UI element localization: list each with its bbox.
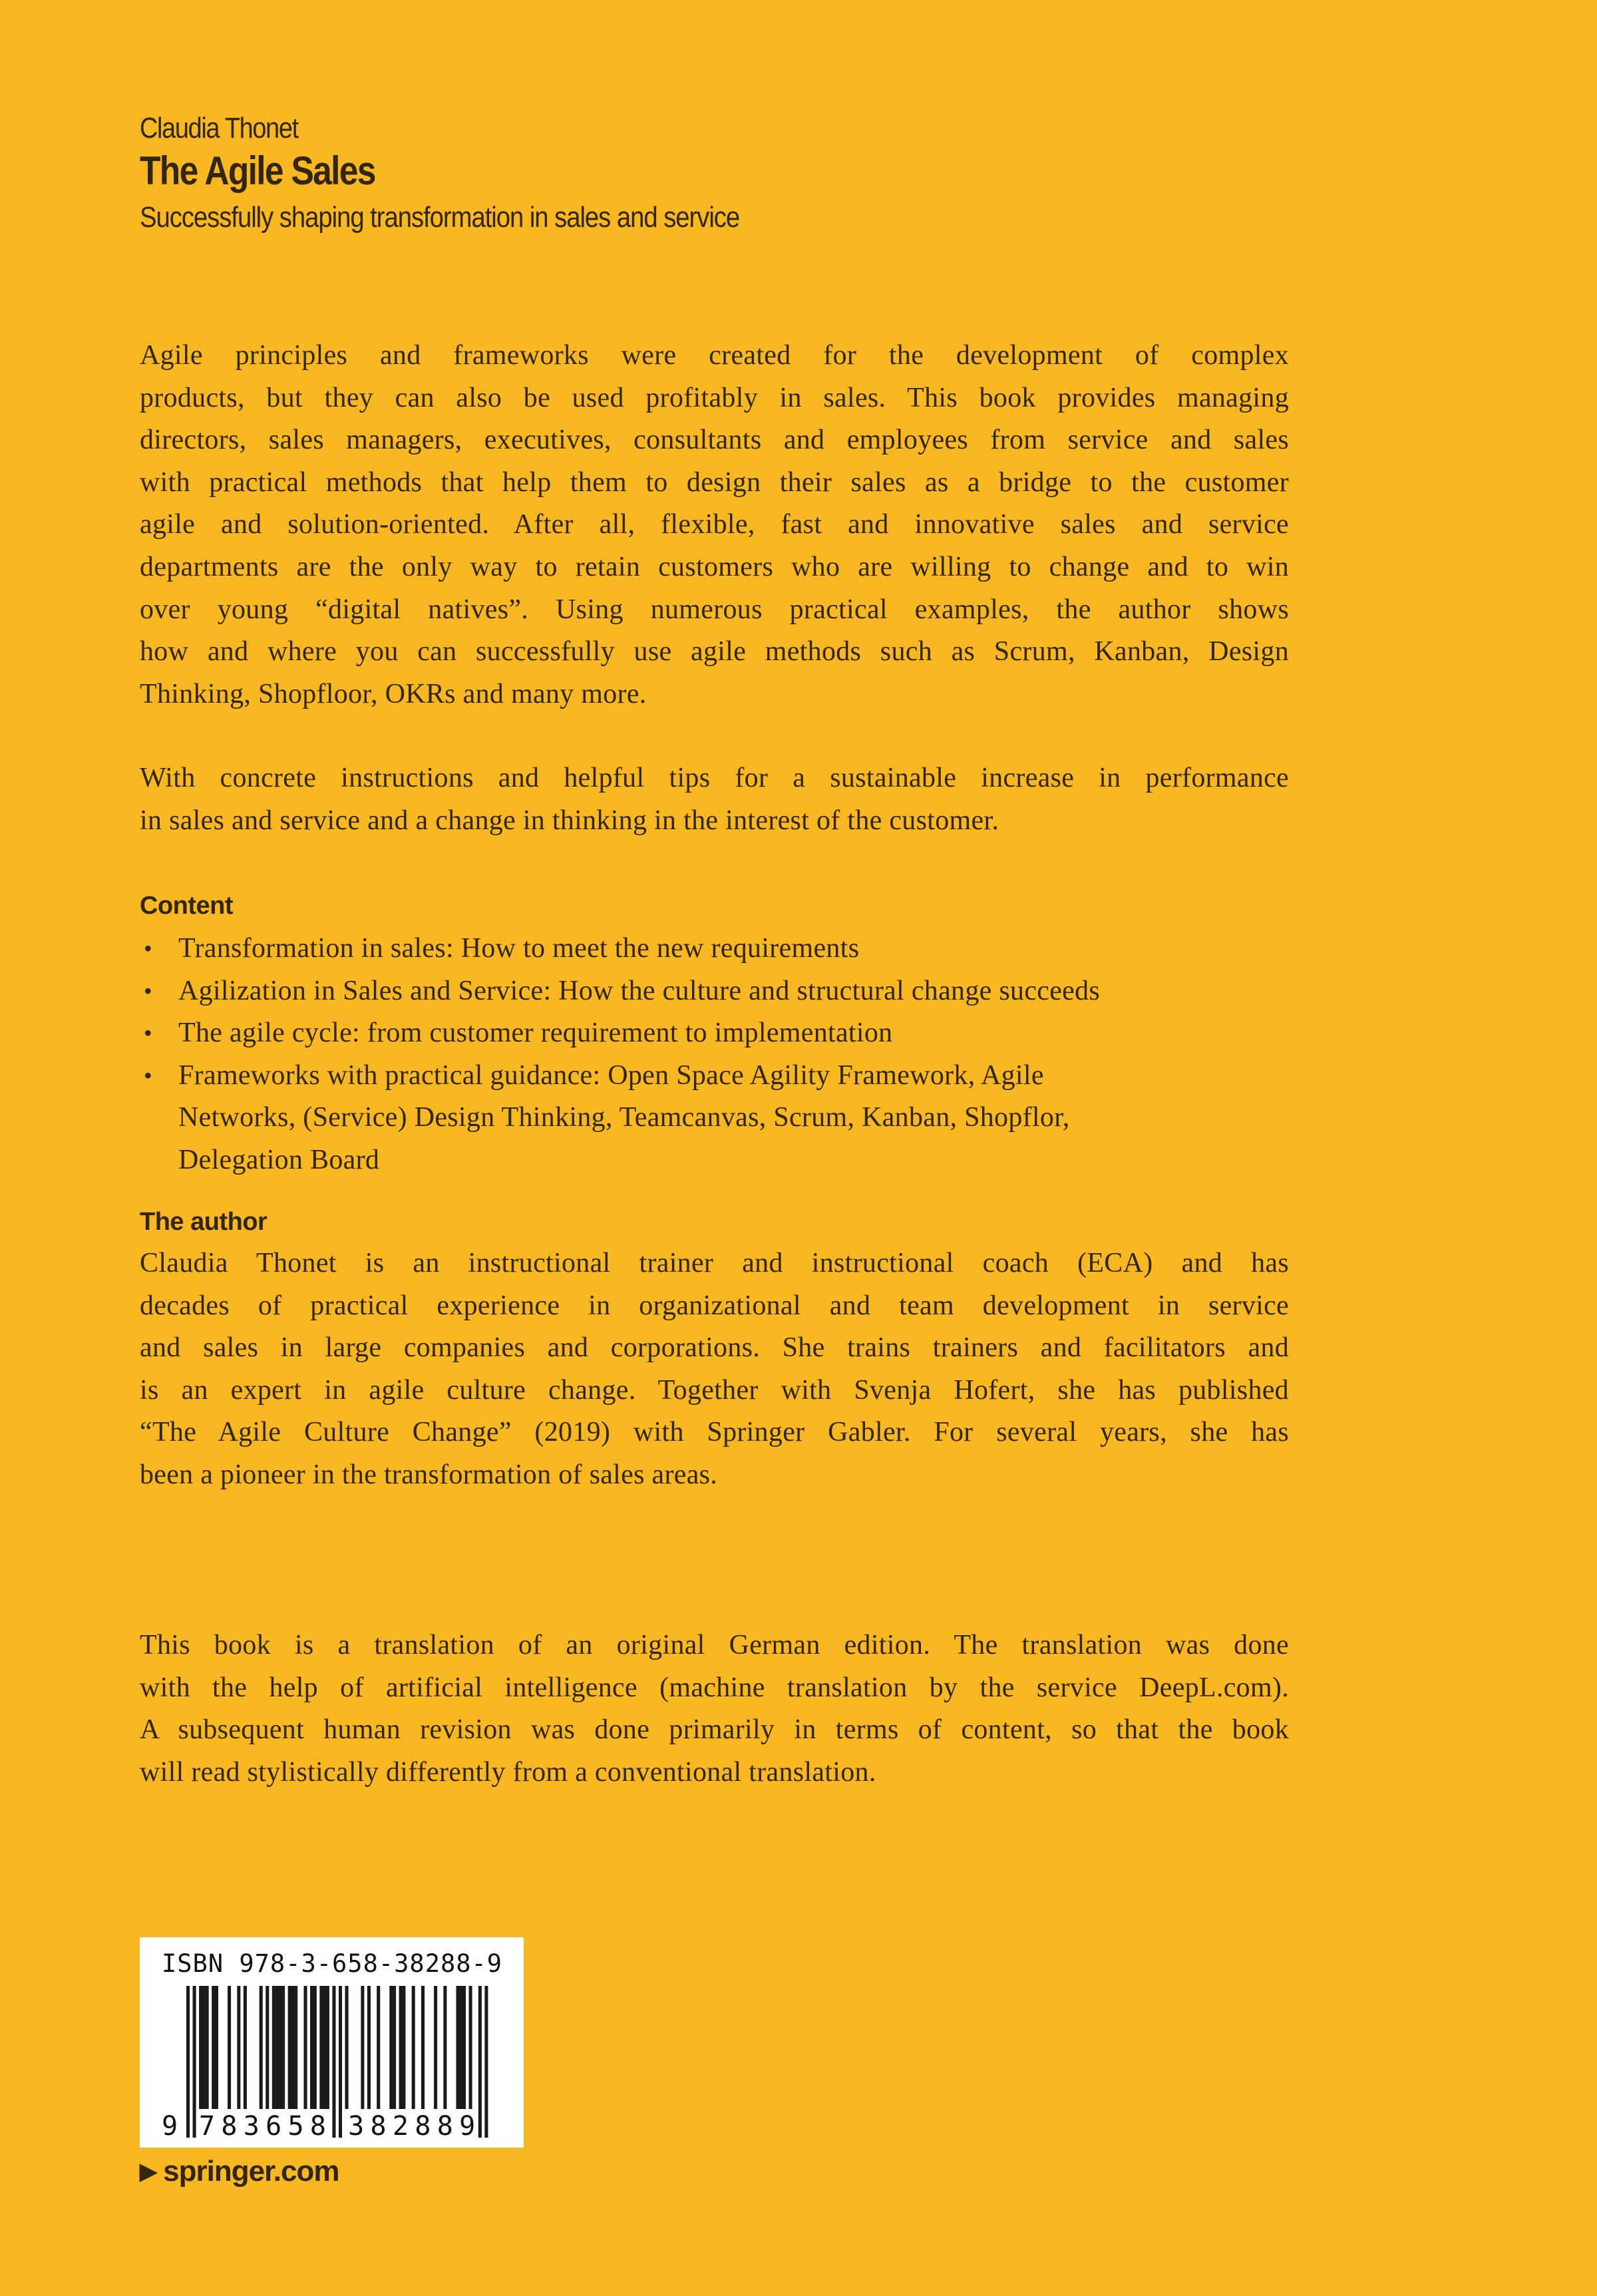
barcode-bar xyxy=(393,1986,396,2109)
list-item-line: Transformation in sales: How to meet the new requirements xyxy=(178,933,860,964)
content-list-item xyxy=(140,928,1289,970)
barcode-digit: 8 xyxy=(221,2111,238,2142)
barcode-bar xyxy=(389,1986,393,2109)
barcode-bar xyxy=(206,1986,209,2109)
barcode-bar xyxy=(339,1986,342,2138)
barcode-bar xyxy=(402,1986,405,2109)
bullet-icon: • xyxy=(144,935,152,962)
text-line: Claudia Thonet is an instructional trainer and instructional coach (ECA) and has xyxy=(140,1248,1289,1278)
text-line: with the help of artificial intelligence (machine translation by the service DeepL.com). xyxy=(140,1672,1289,1703)
barcode-bar xyxy=(345,1986,349,2109)
barcode-bar xyxy=(228,1986,231,2109)
text-line: Agile principles and frameworks were created for the development of complex xyxy=(140,340,1289,371)
text-line: products, but they can also be used profitably in sales. This book provides managing xyxy=(140,382,1289,413)
barcode-bar xyxy=(212,1986,215,2109)
author-heading: The author xyxy=(140,1208,267,1236)
list-item-line: The agile cycle: from customer requirement to implementation xyxy=(178,1018,893,1049)
barcode-bar xyxy=(260,1986,263,2109)
text-line: how and where you can successfully use agile methods such as Scrum, Kanban, Design xyxy=(140,636,1289,668)
text-line: with practical methods that help them to design their sales as a bridge to the customer xyxy=(140,467,1289,498)
barcode-bar xyxy=(278,1986,281,2109)
barcode-digit: 9 xyxy=(161,2111,178,2142)
right-triangle-icon: ▶ xyxy=(140,2159,157,2184)
bullet-icon: • xyxy=(144,977,152,1004)
text-line: and sales in large companies and corporations. She trains trainers and facilitators and xyxy=(140,1332,1289,1364)
list-item-line: Delegation Board xyxy=(178,1144,380,1175)
barcode-bar xyxy=(462,1986,466,2109)
text-line: departments are the only way to retain customers who are willing to change and to win xyxy=(140,551,1289,582)
isbn-barcode xyxy=(140,1937,524,2148)
barcode-digit: 5 xyxy=(287,2111,304,2142)
barcode-bar xyxy=(272,1986,275,2109)
barcode-digit: 8 xyxy=(370,2111,387,2142)
barcode-bar xyxy=(310,1986,313,2109)
barcode-bar xyxy=(459,1986,462,2109)
text-line: “The Agile Culture Change” (2019) with Springer Gabler. For several years, she has xyxy=(140,1417,1289,1448)
text-line: is an expert in agile culture change. Together with Svenja Hofert, she has published xyxy=(140,1374,1289,1406)
content-heading: Content xyxy=(140,892,234,920)
bullet-icon: • xyxy=(144,1020,152,1047)
barcode-bar xyxy=(412,1986,415,2109)
barcode-bar xyxy=(323,1986,326,2109)
author-name: Claudia Thonet xyxy=(140,112,298,144)
barcode-digit: 8 xyxy=(309,2111,327,2142)
springer-link-text[interactable]: springer.com xyxy=(163,2155,339,2188)
barcode-bar xyxy=(478,1986,482,2138)
book-subtitle: Successfully shaping transformation in sales and service xyxy=(140,201,740,234)
text-line: over young “digital natives”. Using numerous practical examples, the author shows xyxy=(140,594,1289,625)
barcode-bar xyxy=(199,1986,202,2109)
barcode-bar xyxy=(469,1986,472,2109)
barcode-bar xyxy=(484,1986,488,2138)
barcode-digit: 3 xyxy=(243,2111,260,2142)
text-line: in sales and service and a change in thinking in the interest of the customer. xyxy=(140,805,999,836)
book-title: The Agile Sales xyxy=(140,148,375,193)
barcode-bar xyxy=(215,1986,218,2109)
barcode-bar xyxy=(326,1986,329,2109)
barcode-bar xyxy=(275,1986,279,2109)
text-line: been a pioneer in the transformation of sales areas. xyxy=(140,1459,718,1490)
barcode-bar xyxy=(294,1986,297,2109)
barcode-bar xyxy=(237,1986,240,2109)
barcode-bar xyxy=(266,1986,269,2109)
barcode-digit: 7 xyxy=(198,2111,216,2142)
barcode-bar xyxy=(288,1986,291,2109)
text-line: directors, sales managers, executives, consultants and employees from service and sales xyxy=(140,425,1289,456)
description-paragraph-2 xyxy=(140,757,1289,842)
barcode-digit: 6 xyxy=(266,2111,282,2142)
barcode-bar xyxy=(319,1986,323,2109)
barcode-bar xyxy=(456,1986,459,2109)
barcode-bar xyxy=(421,1986,425,2109)
barcode-bar xyxy=(377,1986,380,2109)
text-line: With concrete instructions and helpful tips for a sustainable increase in performance xyxy=(140,763,1289,793)
text-line: A subsequent human revision was done primarily in terms of content, so that the book xyxy=(140,1714,1289,1746)
barcode-bar xyxy=(186,1986,190,2138)
barcode-bar xyxy=(443,1986,446,2109)
translation-note xyxy=(140,1625,1289,1794)
barcode-digit: 9 xyxy=(459,2111,476,2142)
list-item-line: Agilization in Sales and Service: How the culture and structural change succeeds xyxy=(178,975,1101,1006)
barcode-digit: 8 xyxy=(415,2111,431,2142)
barcode-bar xyxy=(193,1986,196,2138)
list-item-line: Networks, (Service) Design Thinking, Teamcanvas, Scrum, Kanban, Shopflor, xyxy=(178,1102,1070,1133)
description-paragraph-1 xyxy=(140,335,1289,715)
barcode-bar xyxy=(332,1986,335,2138)
barcode-bar xyxy=(202,1986,206,2109)
bullet-icon: • xyxy=(144,1061,152,1089)
barcode-bar xyxy=(303,1986,307,2109)
content-list-item xyxy=(140,1055,1289,1182)
barcode-bar xyxy=(244,1986,247,2109)
springer-link[interactable] xyxy=(140,2155,339,2188)
content-list-item xyxy=(140,1012,1289,1055)
barcode-digit: 3 xyxy=(348,2111,365,2142)
barcode-bar xyxy=(281,1986,285,2109)
text-line: will read stylistically differently from a conventional translation. xyxy=(140,1756,876,1788)
barcode-bar xyxy=(367,1986,371,2109)
text-line: Thinking, Shopfloor, OKRs and many more. xyxy=(140,678,647,709)
content-list-item xyxy=(140,970,1289,1013)
barcode-bar xyxy=(361,1986,364,2109)
barcode-bar xyxy=(291,1986,294,2109)
barcode-digit: 2 xyxy=(392,2111,409,2142)
text-line: decades of practical experience in organizational and team development in service xyxy=(140,1290,1289,1321)
isbn-label: ISBN 978-3-658-38288-9 xyxy=(162,1949,503,1978)
barcode-graphic xyxy=(140,1937,524,2148)
barcode-digit: 8 xyxy=(437,2111,453,2142)
content-list xyxy=(140,928,1289,1182)
text-line: This book is a translation of an original German edition. The translation was done xyxy=(140,1630,1289,1660)
barcode-bar xyxy=(313,1986,317,2109)
barcode-bar xyxy=(399,1986,403,2109)
list-item-line: Frameworks with practical guidance: Open Space Agility Framework, Agile xyxy=(178,1059,1044,1091)
author-paragraph xyxy=(140,1243,1289,1497)
barcode-bar xyxy=(434,1986,437,2109)
text-line: agile and solution-oriented. After all, flexible, fast and innovative sales and service xyxy=(140,509,1289,540)
